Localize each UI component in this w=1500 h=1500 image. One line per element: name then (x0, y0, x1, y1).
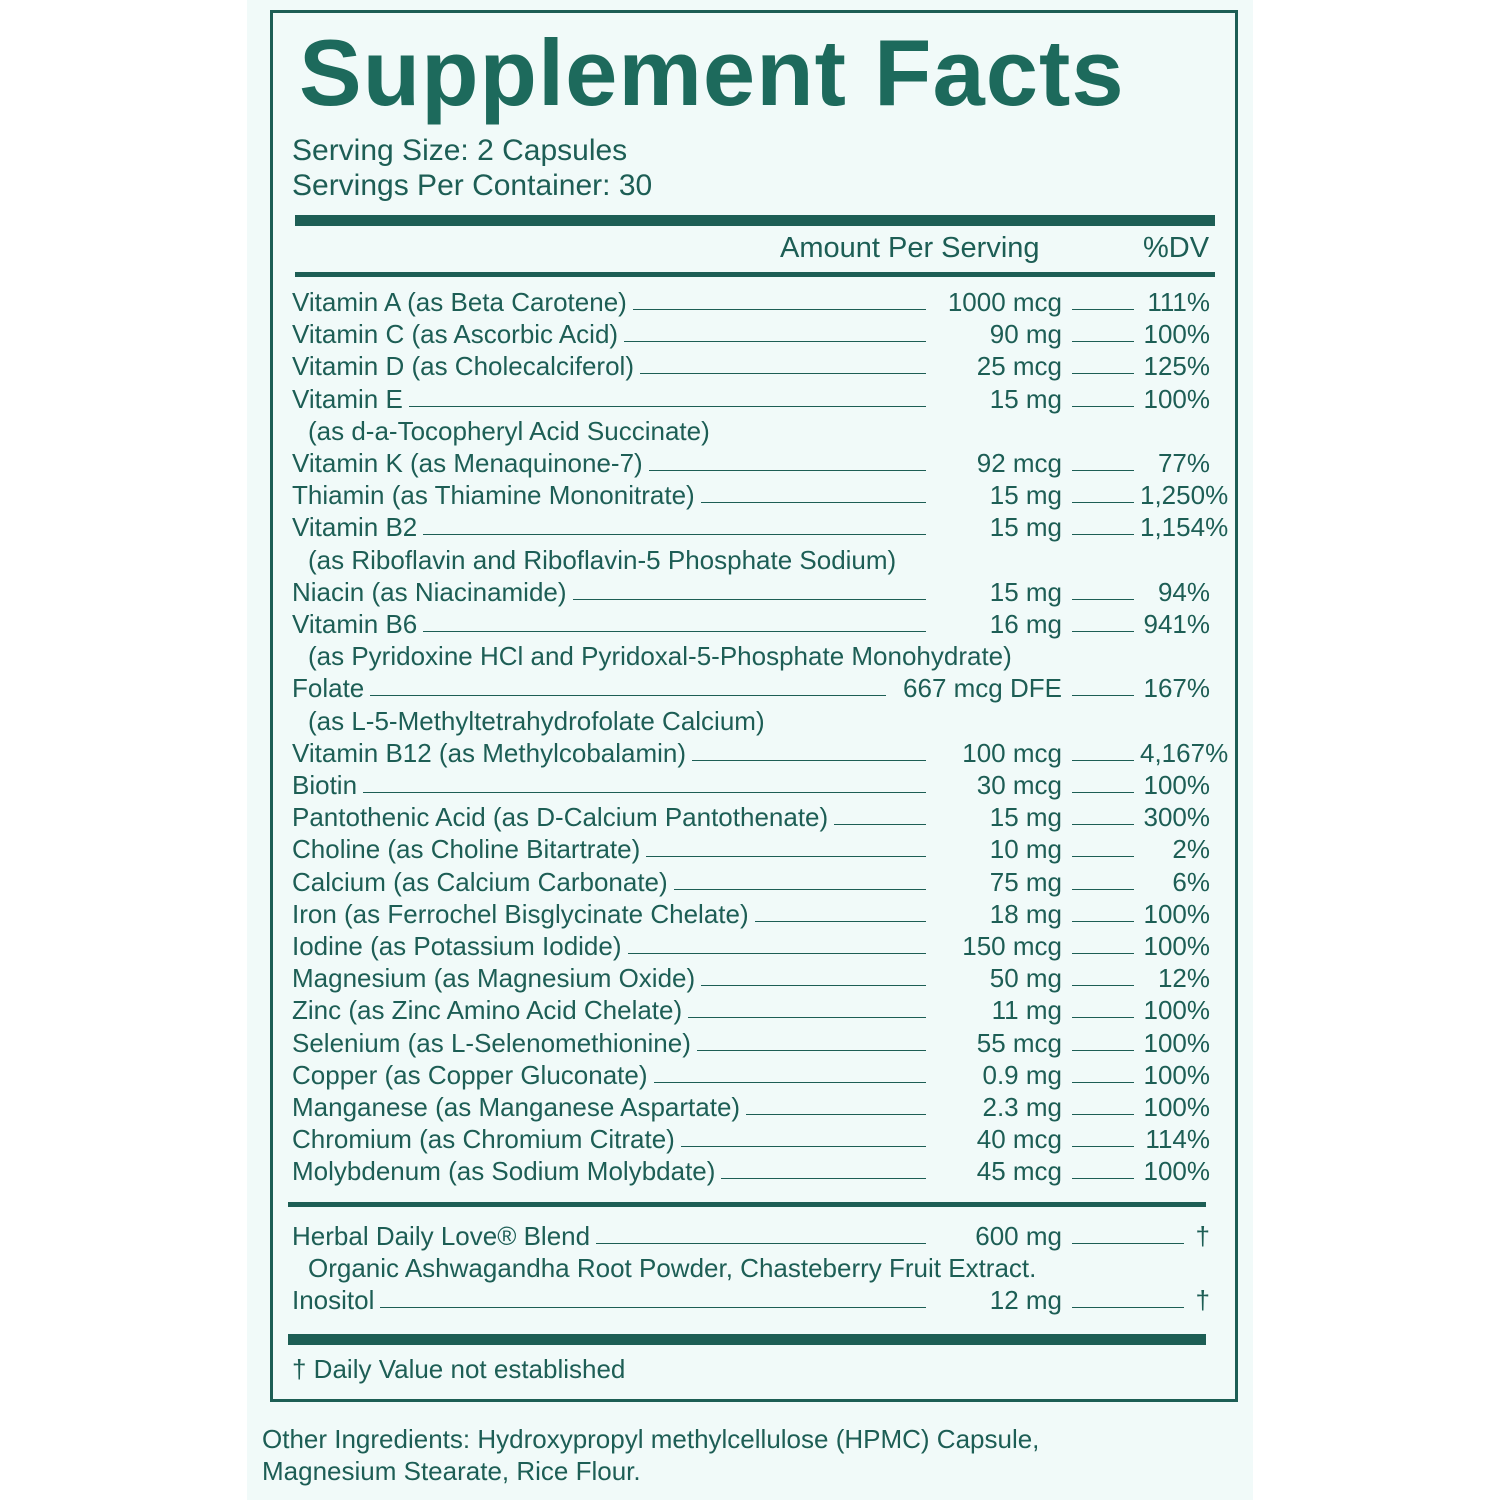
daily-value: 100% (1143, 931, 1210, 961)
amount-per-serving-header: Amount Per Serving (780, 232, 1040, 264)
daily-value: 167% (1143, 673, 1210, 704)
ingredient-name: Iodine (as Potassium Iodide) (292, 931, 622, 961)
leader-line (1072, 373, 1134, 374)
nutrient-row (292, 832, 1210, 864)
amount-per-serving: 50 mg (989, 963, 1062, 994)
leader-line (1072, 631, 1134, 632)
leader-line (1072, 502, 1134, 503)
leader-line (654, 1082, 926, 1083)
leader-line (423, 534, 926, 535)
nutrient-row (292, 317, 1210, 349)
leader-line (409, 406, 926, 407)
amount-per-serving: 55 mcg (976, 1027, 1062, 1058)
daily-value: 100% (1143, 1027, 1210, 1058)
amount-per-serving: 15 mg (989, 480, 1062, 511)
daily-value: † (1195, 1285, 1210, 1316)
leader-line (573, 599, 926, 600)
leader-line (834, 824, 926, 825)
ingredient-source-note: Organic Ashwagandha Root Powder, Chasteberry Fruit Extract. (308, 1253, 1037, 1284)
blend-divider (288, 1202, 1206, 1207)
amount-per-serving: 90 mg (989, 319, 1062, 350)
ingredient-name: Inositol (292, 1285, 375, 1316)
leader-line (701, 502, 926, 503)
other-ingredients-line-2: Magnesium Stearate, Rice Flour. (262, 1456, 641, 1486)
daily-value: 100% (1143, 995, 1210, 1026)
leader-line (423, 631, 926, 632)
amount-per-serving: 45 mcg (976, 1156, 1062, 1187)
ingredient-name: Vitamin A (as Beta Carotene) (292, 287, 627, 317)
leader-line (646, 856, 926, 857)
daily-value: 114% (1145, 1124, 1210, 1155)
page-title: Supplement Facts (299, 20, 1125, 125)
amount-per-serving: 667 mcg DFE (903, 673, 1062, 704)
ingredient-name: Herbal Daily Love® Blend (292, 1221, 591, 1251)
ingredient-name: Vitamin E (292, 383, 403, 414)
amount-per-serving: 10 mg (989, 834, 1062, 865)
daily-value: 94% (1157, 576, 1210, 607)
daily-value: 6% (1172, 866, 1210, 897)
serving-size: Serving Size: 2 Capsules (292, 134, 628, 167)
ingredient-name: Selenium (as L-Selenomethionine) (292, 1027, 691, 1058)
ingredient-name: Thiamin (as Thiamine Mononitrate) (292, 480, 695, 511)
ingredient-name: Vitamin B2 (292, 512, 418, 543)
amount-per-serving: 40 mcg (976, 1124, 1062, 1155)
leader-line (1072, 1050, 1134, 1051)
daily-value: 77% (1157, 448, 1210, 478)
daily-value: 12% (1157, 963, 1210, 994)
daily-value: 941% (1143, 609, 1210, 639)
ingredient-name: Vitamin B12 (as Methylcobalamin) (292, 737, 687, 768)
daily-value: 100% (1143, 383, 1210, 414)
nutrient-row (292, 446, 1210, 478)
leader-line (681, 1146, 926, 1147)
dv-header: %DV (1143, 232, 1210, 264)
daily-value: 1,154% (1140, 512, 1229, 543)
amount-per-serving: 30 mcg (976, 770, 1062, 800)
amount-per-serving: 100 mcg (962, 737, 1062, 768)
other-ingredients-line-1: Other Ingredients: Hydroxypropyl methylcellulose (HPMC) Capsule, (262, 1424, 1040, 1454)
daily-value: 1,250% (1140, 480, 1229, 511)
daily-value: 100% (1143, 898, 1210, 929)
ingredient-name: Pantothenic Acid (as D-Calcium Pantothenate) (292, 802, 829, 833)
header-divider (295, 272, 1215, 277)
leader-line (1072, 1178, 1134, 1179)
nutrient-row (292, 478, 1229, 511)
ingredient-name: Vitamin B6 (292, 609, 418, 639)
nutrient-row (292, 575, 1210, 607)
nutrient-row (292, 929, 1210, 961)
daily-value: 100% (1143, 319, 1210, 350)
nutrient-row (292, 865, 1210, 897)
leader-line (1072, 760, 1134, 761)
ingredient-name: Calcium (as Calcium Carbonate) (292, 866, 668, 897)
amount-per-serving: 2.3 mg (982, 1092, 1062, 1122)
thick-divider (295, 215, 1215, 226)
leader-line (1072, 1017, 1134, 1018)
leader-line (688, 1017, 926, 1018)
leader-line (380, 1307, 926, 1308)
leader-line (640, 373, 926, 374)
footnote: † Daily Value not established (292, 1354, 626, 1384)
amount-per-serving: 15 mg (989, 383, 1062, 414)
ingredient-name: Biotin (292, 770, 358, 800)
nutrient-row (292, 510, 1229, 543)
daily-value: 100% (1143, 1092, 1210, 1122)
ingredient-name: Niacin (as Niacinamide) (292, 576, 567, 607)
leader-line (1072, 921, 1134, 922)
leader-line (1072, 1146, 1134, 1147)
amount-per-serving: 12 mg (989, 1285, 1062, 1316)
footer-divider (288, 1334, 1206, 1345)
nutrient-row (292, 607, 1210, 639)
leader-line (1072, 341, 1134, 342)
blend-row (292, 1219, 1210, 1251)
leader-line (1072, 599, 1134, 600)
amount-per-serving: 75 mg (989, 866, 1062, 897)
ingredient-name: Iron (as Ferrochel Bisglycinate Chelate) (292, 898, 749, 929)
leader-line (1072, 856, 1134, 857)
leader-line (1072, 1082, 1134, 1083)
ingredient-name: Zinc (as Zinc Amino Acid Chelate) (292, 995, 683, 1026)
nutrient-row (292, 1090, 1210, 1122)
leader-line (1072, 695, 1134, 696)
leader-line (624, 341, 926, 342)
ingredient-name: Magnesium (as Magnesium Oxide) (292, 963, 696, 994)
leader-line (628, 953, 926, 954)
leader-line (746, 1114, 926, 1115)
leader-line (633, 309, 926, 310)
nutrient-row (292, 993, 1210, 1025)
nutrient-row (292, 1122, 1210, 1154)
amount-per-serving: 18 mg (989, 898, 1062, 929)
nutrient-row (292, 1026, 1210, 1058)
nutrient-row (292, 349, 1210, 381)
ingredient-name: Chromium (as Chromium Citrate) (292, 1124, 675, 1155)
daily-value: 111% (1147, 287, 1210, 317)
daily-value: 100% (1143, 1156, 1210, 1187)
amount-per-serving: 15 mg (989, 802, 1062, 833)
ingredient-name: Vitamin D (as Cholecalciferol) (292, 351, 634, 382)
daily-value: 300% (1143, 802, 1210, 833)
amount-per-serving: 16 mg (989, 609, 1062, 639)
amount-per-serving: 1000 mcg (947, 287, 1062, 317)
servings-per-container: Servings Per Container: 30 (292, 169, 653, 202)
leader-line (674, 889, 926, 890)
ingredient-source-note: (as Riboflavin and Riboflavin-5 Phosphate Sodium) (308, 544, 897, 575)
leader-line (1072, 792, 1134, 793)
leader-line (1072, 889, 1134, 890)
leader-line (701, 985, 926, 986)
leader-line (1072, 1307, 1184, 1308)
leader-line (1072, 953, 1134, 954)
nutrient-row (292, 1058, 1210, 1090)
daily-value: † (1195, 1221, 1210, 1251)
amount-per-serving: 25 mcg (976, 351, 1062, 382)
blend-row (292, 1283, 1210, 1315)
leader-line (1072, 824, 1134, 825)
ingredient-name: Vitamin K (as Menaquinone-7) (292, 448, 643, 478)
amount-per-serving: 15 mg (989, 576, 1062, 607)
nutrient-row (292, 736, 1229, 768)
leader-line (755, 921, 926, 922)
ingredient-name: Vitamin C (as Ascorbic Acid) (292, 319, 619, 350)
leader-line (1072, 534, 1134, 535)
nutrient-row (292, 961, 1210, 993)
daily-value: 100% (1143, 770, 1210, 800)
nutrient-row (292, 1154, 1210, 1186)
ingredient-name: Folate (292, 673, 365, 704)
daily-value: 125% (1143, 351, 1210, 382)
amount-per-serving: 11 mg (991, 995, 1062, 1026)
ingredient-source-note: (as Pyridoxine HCl and Pyridoxal-5-Phosphate Monohydrate) (308, 641, 1012, 672)
leader-line (363, 792, 926, 793)
nutrient-row (292, 285, 1210, 317)
daily-value: 2% (1172, 834, 1210, 865)
ingredient-source-note: (as L-5-Methyltetrahydrofolate Calcium) (308, 705, 765, 736)
amount-per-serving: 0.9 mg (982, 1059, 1062, 1090)
leader-line (692, 760, 926, 761)
amount-per-serving: 92 mcg (976, 448, 1062, 478)
ingredient-name: Molybdenum (as Sodium Molybdate) (292, 1156, 716, 1187)
leader-line (721, 1178, 926, 1179)
daily-value: 100% (1143, 1059, 1210, 1090)
daily-value: 4,167% (1140, 737, 1229, 768)
amount-per-serving: 15 mg (989, 512, 1062, 543)
leader-line (1072, 470, 1134, 471)
leader-line (1072, 1243, 1184, 1244)
nutrient-row (292, 800, 1210, 832)
leader-line (1072, 1114, 1134, 1115)
leader-line (649, 470, 926, 471)
ingredient-name: Choline (as Choline Bitartrate) (292, 834, 641, 865)
nutrient-row (292, 768, 1210, 800)
amount-per-serving: 600 mg (975, 1221, 1062, 1251)
ingredient-source-note: (as d-a-Tocopheryl Acid Succinate) (308, 415, 710, 446)
leader-line (1072, 309, 1134, 310)
amount-per-serving: 150 mcg (962, 931, 1062, 961)
leader-line (1072, 406, 1134, 407)
leader-line (370, 695, 886, 696)
ingredient-name: Manganese (as Manganese Aspartate) (292, 1092, 741, 1122)
leader-line (596, 1243, 926, 1244)
nutrient-row (292, 671, 1210, 703)
ingredient-name: Copper (as Copper Gluconate) (292, 1059, 648, 1090)
nutrient-row (292, 382, 1210, 414)
leader-line (1072, 985, 1134, 986)
nutrient-row (292, 897, 1210, 929)
leader-line (697, 1050, 926, 1051)
